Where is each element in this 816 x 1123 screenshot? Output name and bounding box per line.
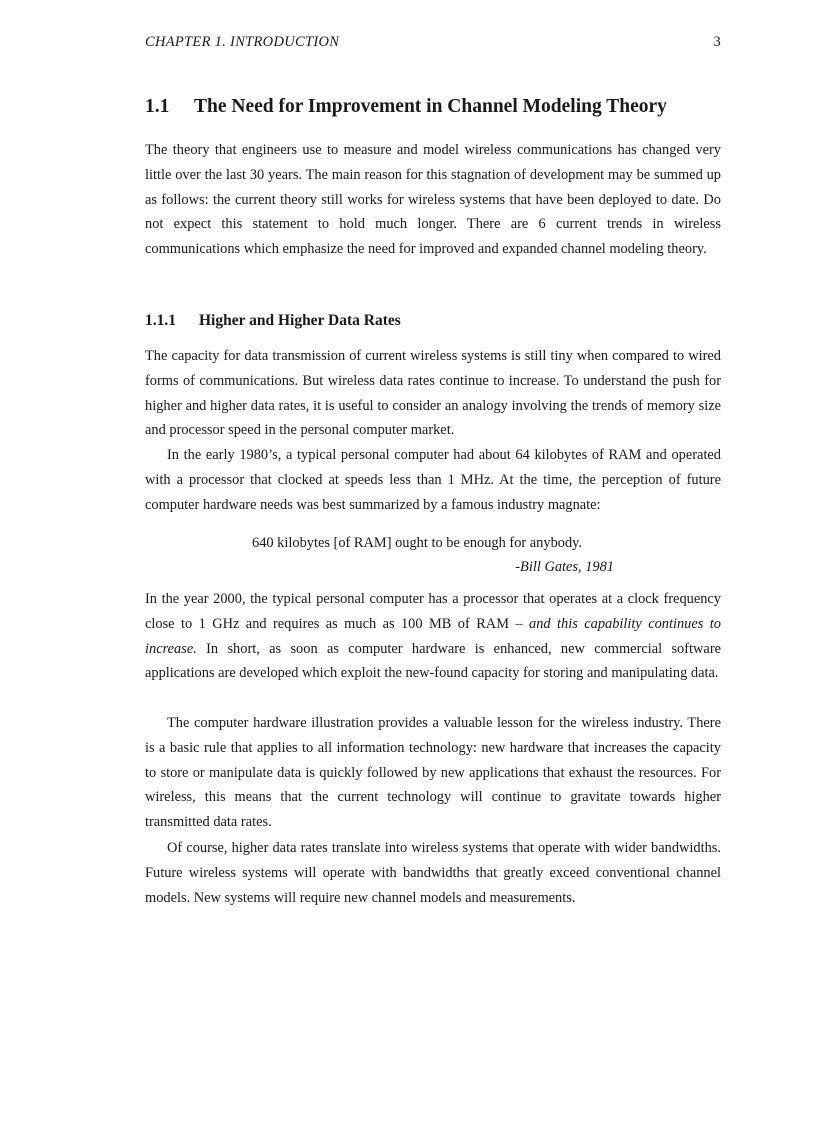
- paragraph-year-2000: [145, 587, 721, 686]
- paragraph-early-1980s: In the early 1980’s, a typical personal computer had about 64 kilobytes of RAM and operated with a processor that clocked at speeds less than 1 MHz. At the time, the perception of future computer hardware needs was best summarized by a famous industry magnate:: [145, 447, 721, 513]
- paragraph-year-2000-start: In the year 2000, the typical personal computer has a processor that operates at a clock frequency close to 1 GHz and requires as much as 100 MB of RAM –: [145, 591, 721, 632]
- paragraph-capacity: The capacity for data transmission of current wireless systems is still tiny when compared to wired forms of communications. But wireless data rates continue to increase. To understand the push for higher and higher data rates, it is useful to consider an analogy involving the trends of memory size and processor speed in the personal computer market.: [145, 348, 721, 439]
- section-title: [145, 96, 745, 118]
- page-number: 3: [713, 34, 721, 50]
- paragraph-hardware-lesson: The computer hardware illustration provides a valuable lesson for the wireless industry. There is a basic rule that applies to all information technology: new hardware that increases the capacity to store or manipulate data is quickly followed by new applications that exhaust the resources. For wireless, this means that the current technology will continue to gravitate towards higher transmitted data rates.: [145, 715, 721, 831]
- paragraph-year-2000-emphasis: and this capability continues to increase.: [145, 615, 721, 657]
- chapter-heading: CHAPTER 1. INTRODUCTION: [145, 34, 340, 50]
- paragraph-bandwidths: Of course, higher data rates translate into wireless systems that operate with wider bandwidths. Future wireless systems will operate with bandwidths that greatly exceed conventional channel models. New systems will require new channel models and measurements.: [145, 840, 721, 906]
- quote-text: 640 kilobytes [of RAM] ought to be enough for anybody.: [252, 535, 583, 551]
- subsection-number: 1.1.1: [145, 312, 176, 329]
- section-title-text: The Need for Improvement in Channel Modeling Theory: [194, 96, 667, 117]
- paragraph-year-2000-end: In short, as soon as computer hardware is enhanced, new commercial software applications are developed which exploit the new-found capacity for storing and manipulating data.: [145, 640, 721, 682]
- running-header: [145, 34, 721, 51]
- quote-attribution: -Bill Gates, 1981: [515, 559, 614, 575]
- section-intro-paragraph: The theory that engineers use to measure and model wireless communications has changed very little over the last 30 years. The main reason for this stagnation of development may be summed up as follows: the current theory still works for wireless systems that have been deployed to date. Do not expect this statement to hold much longer. There are 6 current trends in wireless communications which emphasize the need for improved and expanded channel modeling theory.: [145, 142, 721, 258]
- subsection-title: [145, 312, 721, 330]
- subsection-title-text: Higher and Higher Data Rates: [199, 312, 401, 329]
- section-number: 1.1: [145, 96, 170, 117]
